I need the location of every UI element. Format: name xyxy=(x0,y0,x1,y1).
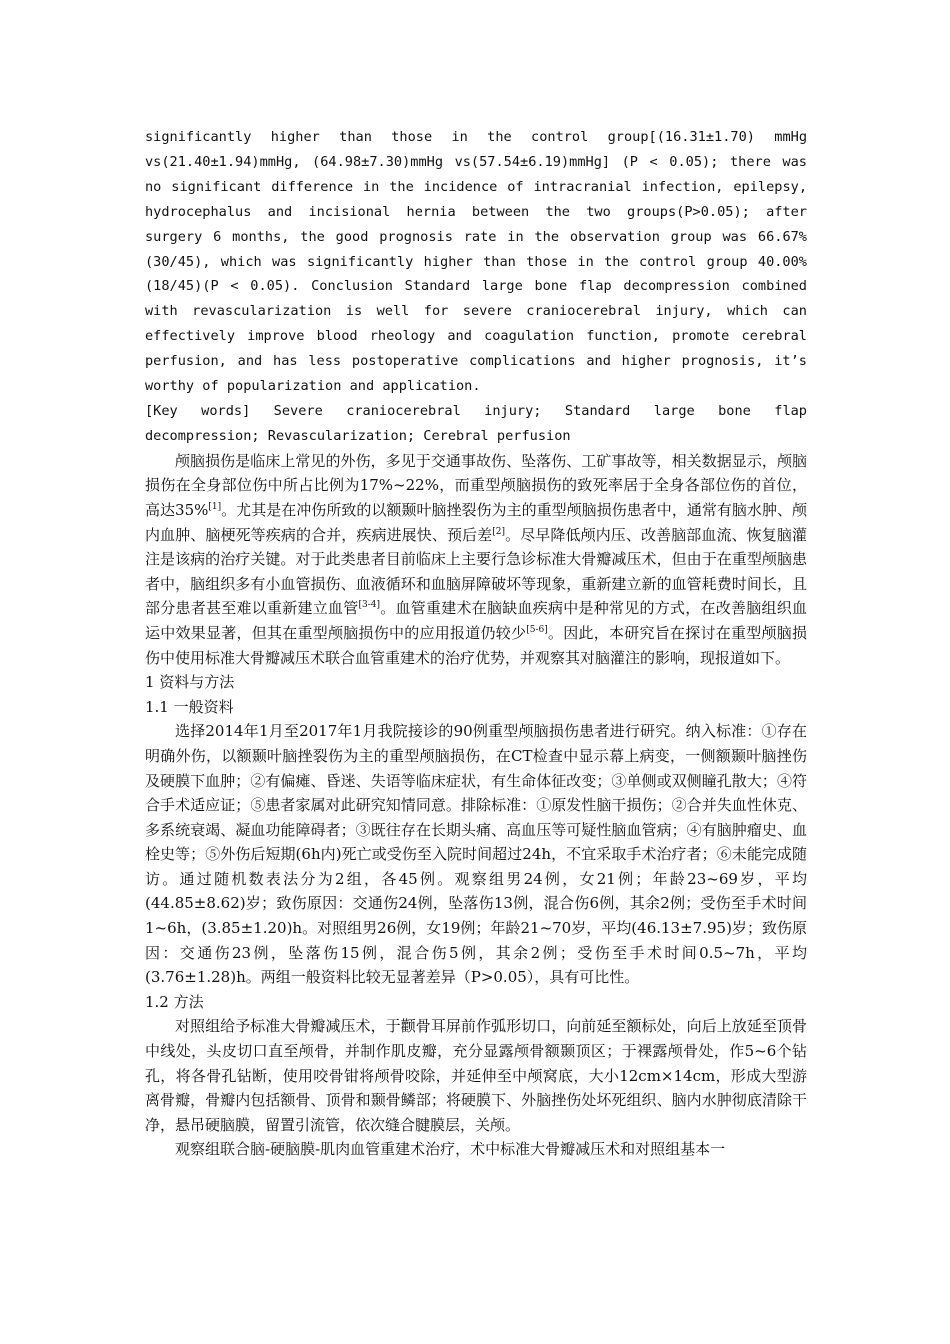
section-heading-1: 1 资料与方法 xyxy=(145,673,235,692)
page-content xyxy=(145,125,807,1162)
citation-3: [3-4] xyxy=(358,600,381,611)
citation-2: [2] xyxy=(492,526,506,537)
intro-text-4: 。血管重建术在脑缺血疾病中是种常见的方式，在改善脑组织血运中效果显著，但其在重型颅脑损伤中的应用报道仍较少 xyxy=(145,599,807,642)
section-heading-1-1: 1.1 一般资料 xyxy=(145,697,234,716)
citation-4: [5-6] xyxy=(526,624,548,635)
intro-text-3: 。尽早降低颅内压、改善脑部血流、恢复脑灌注是该病的治疗关键。对于此类患者目前临床上主要行急诊标准大骨瓣减压术，但由于在重型颅脑患者中，脑组织多有小血管损伤、血液循环和血脑屏障破坏等现象，重新建立新的血管耗费时间长，且部分患者甚至难以重新建立血管 xyxy=(145,525,807,618)
keywords: [Key words] Severe craniocerebral injury; Standard large bone flap decompression; Revascularization; Cerebral perfusion xyxy=(145,402,807,444)
english-abstract xyxy=(145,125,807,449)
intro-text-2: 。尤其是在冲伤所致的以额颞叶脑挫裂伤为主的重型颅脑损伤患者中，通常有脑水肿、颅内血肿、脑梗死等疾病的合并，疾病进展快、预后差 xyxy=(145,500,807,544)
intro-text-1: 颅脑损伤是临床上常见的外伤，多见于交通事故伤、坠落伤、工矿事故等，相关数据显示，颅脑损伤在全身部位伤中所占比例为17%~22%，而重型颅脑损伤的致死率居于全身各部位伤的首位，高达35% xyxy=(145,451,807,519)
abstract-results-conclusion: significantly higher than those in the control group[(16.31±1.70) mmHg vs(21.40±1.94)mmHg, (64.98±7.30)mmHg vs(57.54±6.19)mmHg] (P < 0.05); there was no significant difference in the incidence of intracranial infection, epilepsy, hydrocephalus and incisional hernia between the two groups(P>0.05); after surgery 6 months, the good prognosis rate in the observation group was 66.67% (30/45), which was significantly higher than those in the control group 40.00%(18/45)(P < 0.05). Conclusion Standard large bone flap decompression combined with revascularization is well for severe craniocerebral injury, which can effectively improve blood rheology and coagulation function, promote cerebral perfusion, and has less postoperative complications and higher prognosis, it’s worthy of popularization and application. xyxy=(145,129,807,395)
intro-text-5: 。因此，本研究旨在探讨在重型颅脑损伤中使用标准大骨瓣减压术联合血管重建术的治疗优势，并观察其对脑灌注的影响，现报道如下。 xyxy=(145,623,807,667)
intro-paragraph xyxy=(145,449,807,670)
citation-1: [1] xyxy=(208,501,222,512)
methods-paragraph-2: 观察组联合脑-硬脑膜-肌肉血管重建术治疗，术中标准大骨瓣减压术和对照组基本一 xyxy=(175,1140,726,1159)
main-body xyxy=(145,449,807,1162)
section-heading-1-2: 1.2 方法 xyxy=(145,992,204,1011)
general-data-paragraph: 选择2014年1月至2017年1月我院接诊的90例重型颅脑损伤患者进行研究。纳入标准：①存在明确外伤，以额颞叶脑挫裂伤为主的重型颅脑损伤，在CT检查中显示幕上病变，一侧额颞叶脑挫伤及硬膜下血肿；②有偏瘫、昏迷、失语等临床症状，有生命体征改变；③单侧或双侧瞳孔散大；④符合手术适应证；⑤患者家属对此研究知情同意。排除标准：①原发性脑干损伤；②合并失血性休克、多系统衰竭、凝血功能障碍者；③既往存在长期头痛、高血压等可疑性脑血管病；④有脑肿瘤史、血栓史等；⑤外伤后短期(6h内)死亡或受伤至入院时间超过24h，不宜采取手术治疗者；⑥未能完成随访。通过随机数表法分为2组，各45例。观察组男24例，女21例；年龄23~69岁，平均(44.85±8.62)岁；致伤原因：交通伤24例，坠落伤13例，混合伤6例，其余2例；受伤至手术时间1~6h，(3.85±1.20)h。对照组男26例，女19例；年龄21~70岁，平均(46.13±7.95)岁；致伤原因：交通伤23例，坠落伤15例，混合伤5例，其余2例；受伤至手术时间0.5~7h，平均(3.76±1.28)h。两组一般资料比较无显著差异（P>0.05），具有可比性。 xyxy=(145,722,807,987)
methods-paragraph: 对照组给予标准大骨瓣减压术，于颧骨耳屏前作弧形切口，向前延至额标处，向后上放延至顶骨中线处，头皮切口直至颅骨，并制作肌皮瓣，充分显露颅骨额颞顶区；于裸露颅骨处，作5~6个钻孔，将各骨孔钻断，使用咬骨钳将颅骨咬除，并延伸至中颅窝底，大小12cm×14cm，形成大型游离骨瓣，骨瓣内包括额骨、顶骨和颞骨鳞部；将硬膜下、外脑挫伤处坏死组织、脑内水肿彻底清除干净，悬吊硬脑膜，留置引流管，依次缝合腱膜层，关颅。 xyxy=(145,1017,807,1134)
